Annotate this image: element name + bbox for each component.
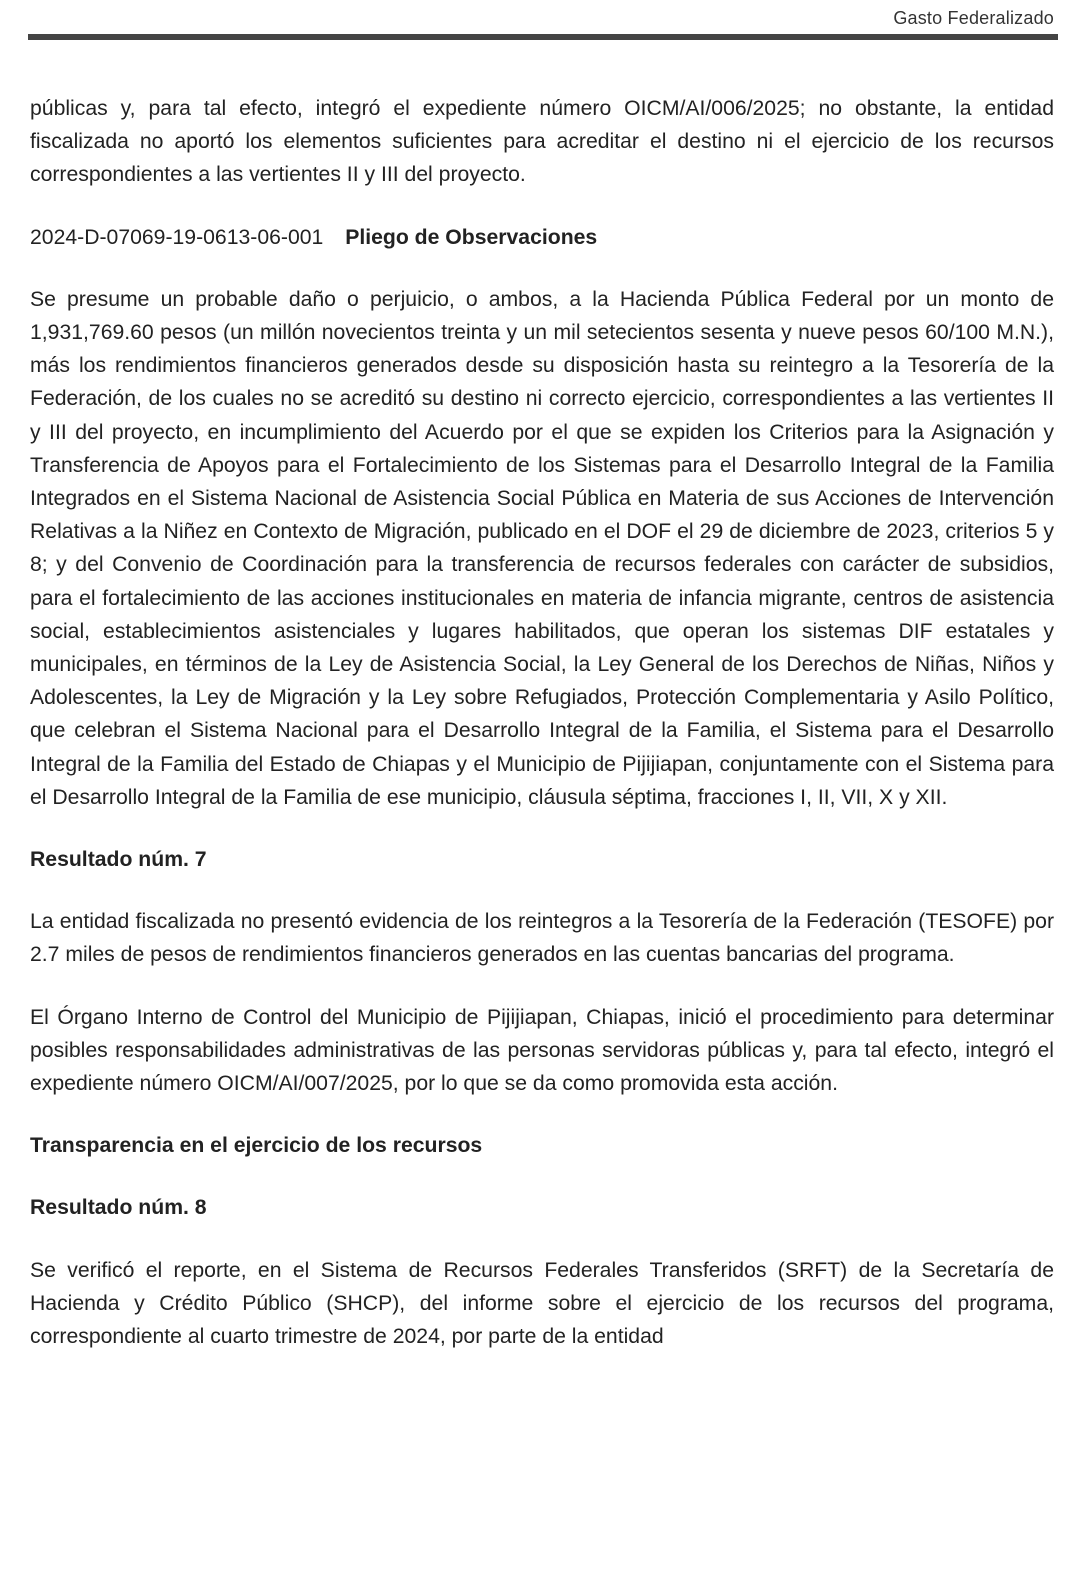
- oic-paragraph: El Órgano Interno de Control del Municipio de Pijijiapan, Chiapas, inició el procedimiento para determinar posibles responsabilidades administrativas de las personas servidoras públicas y, para tal efecto, integró el expediente número OICM/AI/007/2025, por lo que se da como promovida esta acción.: [30, 1005, 1054, 1096]
- action-code: 2024-D-07069-19-0613-06-001: [30, 225, 324, 249]
- paragraph-presume: Se presume un probable daño o perjuicio, o ambos, a la Hacienda Pública Federal por un monto de 1,931,769.60 pesos (un millón novecientos treinta y un mil setecientos sesenta y nueve pesos 60/100 M.N.), más los rendimientos financieros generados desde su disposición hasta su reintegro a la Tesorería de la Federación, de los cuales no se acreditó su destino ni correcto ejercicio, correspondientes a las vertientes II y III del proyecto, en incumplimiento del Acuerdo por el que se expiden los Criterios para la Asignación y Transferencia de Apoyos para el Fortalecimiento de los Sistemas para el Desarrollo Integral de la Familia Integrados en el Sistema Nacional de Asistencia Social Pública en Materia de sus Acciones de Intervención Relativas a la Niñez en Contexto de Migración, publicado en el DOF el 29 de diciembre de 2023, criterios 5 y 8; y del Convenio de Coordinación para la transferencia de recursos federales con carácter de subsidios, para el fortalecimiento de las acciones institucionales en materia de infancia migrante, centros de asistencia social, establecimientos asistenciales y lugares habilitados, que operan los sistemas DIF estatales y municipales, en términos de la Ley de Asistencia Social, la Ley General de los Derechos de Niñas, Niños y Adolescentes, la Ley de Migración y la Ley sobre Refugiados, Protección Complementaria y Asilo Político, que celebran el Sistema Nacional para el Desarrollo Integral de la Familia, el Sistema para el Desarrollo Integral de la Familia del Estado de Chiapas y el Municipio de Pijijiapan, conjuntamente con el Sistema para el Desarrollo Integral de la Familia de ese municipio, cláusula séptima, fracciones I, II, VII, X y XII.: [30, 287, 1054, 809]
- result-7-paragraph: La entidad fiscalizada no presentó evidencia de los reintegros a la Tesorería de la Federación (TESOFE) por 2.7 miles de pesos de rendimientos financieros generados en las cuentas bancarias del programa.: [30, 910, 1054, 967]
- document-body: [30, 92, 1054, 1353]
- action-line: [30, 221, 1054, 254]
- section-heading: Transparencia en el ejercicio de los recursos: [30, 1134, 483, 1158]
- result-8-paragraph: Se verificó el reporte, en el Sistema de Recursos Federales Transferidos (SRFT) de la Secretaría de Hacienda y Crédito Público (SHCP), del informe sobre el ejercicio de los recursos del programa, correspondiente al cuarto trimestre de 2024, por parte de la entidad: [30, 1258, 1054, 1349]
- action-type: Pliego de Observaciones: [345, 225, 598, 249]
- paragraph-continued: públicas y, para tal efecto, integró el expediente número OICM/AI/006/2025; no obstante, la entidad fiscalizada no aportó los elementos suficientes para acreditar el destino ni el ejercicio de los recursos correspondientes a las vertientes II y III del proyecto.: [30, 97, 1054, 187]
- result-8-heading: Resultado núm. 8: [30, 1196, 207, 1220]
- result-7-heading: Resultado núm. 7: [30, 848, 207, 872]
- page-header: [28, 0, 1058, 40]
- header-rule: [28, 34, 1058, 40]
- header-title: Gasto Federalizado: [893, 8, 1054, 28]
